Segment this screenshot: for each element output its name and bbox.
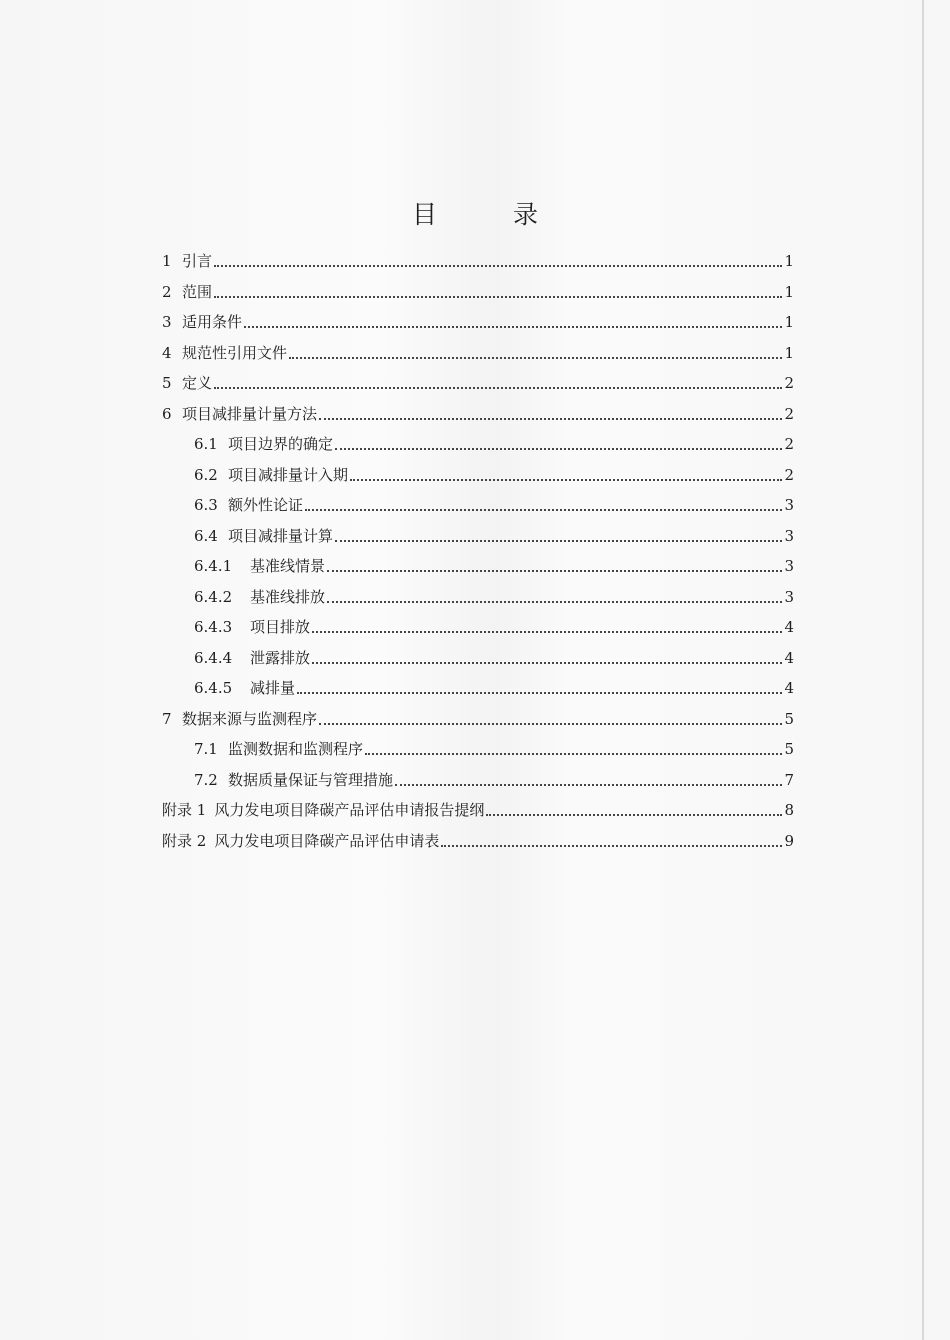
toc-entry-number: 6.4.5 (194, 679, 233, 697)
toc-entry[interactable] (162, 403, 794, 425)
toc-entry-number: 6.3 (194, 496, 218, 514)
toc-entry-page: 2 (784, 404, 794, 423)
toc-entry-page: 4 (784, 618, 794, 636)
toc-entry-page: 3 (784, 557, 794, 575)
toc-leader-dots (214, 296, 782, 298)
toc-entry-page: 4 (784, 648, 794, 667)
toc-entry[interactable] (194, 525, 794, 547)
toc-entry[interactable] (194, 586, 794, 608)
toc-entry-number: 2 (162, 282, 172, 301)
toc-entry-label: 项目排放 (250, 618, 311, 636)
toc-entry-number: 6.4.1 (194, 557, 233, 575)
toc-entry-number: 7.2 (194, 770, 218, 789)
toc-entry-label: 定义 (182, 374, 213, 392)
toc-entry-label: 监测数据和监测程序 (228, 740, 364, 758)
toc-entry-label: 数据来源与监测程序 (182, 709, 318, 728)
toc-entry-label: 项目减排量计算 (228, 526, 334, 545)
toc-entry-number: 6.4 (194, 526, 218, 545)
toc-leader-dots (486, 814, 782, 816)
toc-entry[interactable] (194, 677, 794, 699)
toc-entry[interactable] (162, 708, 794, 730)
toc-entry-page: 1 (784, 313, 794, 331)
toc-entry-page: 9 (784, 831, 794, 850)
toc-entry-label: 数据质量保证与管理措施 (228, 770, 394, 789)
toc-entry-page: 3 (784, 496, 794, 514)
toc-entry-number: 7.1 (194, 740, 218, 758)
toc-leader-dots (214, 387, 782, 389)
toc-entry[interactable] (194, 464, 794, 486)
toc-entry-page: 1 (784, 252, 794, 270)
toc-entry[interactable] (162, 342, 794, 364)
toc-entry[interactable] (194, 555, 794, 577)
toc-entry-page: 3 (784, 587, 794, 606)
toc-leader-dots (312, 662, 782, 664)
toc-leader-dots (350, 479, 782, 481)
toc-entry[interactable] (194, 494, 794, 516)
toc-entry[interactable] (162, 311, 794, 333)
toc-entry-label: 风力发电项目降碳产品评估申请报告提纲 (214, 801, 485, 819)
toc-entry-page: 2 (784, 435, 794, 453)
toc-leader-dots (327, 570, 782, 572)
toc-entry-number: 1 (162, 252, 172, 270)
toc-entry-number: 3 (162, 313, 172, 331)
toc-entry-page: 4 (784, 679, 794, 697)
toc-entry[interactable] (194, 616, 794, 638)
toc-leader-dots (327, 601, 782, 603)
toc-entry-label: 项目减排量计入期 (228, 465, 349, 484)
toc-entry-number: 6.4.3 (194, 618, 233, 636)
toc-entry[interactable] (194, 647, 794, 669)
toc-entry-label: 规范性引用文件 (182, 343, 288, 362)
toc-leader-dots (319, 723, 782, 725)
toc-entry-number: 5 (162, 374, 172, 392)
toc-entry-number: 附录 1 (162, 801, 207, 819)
toc-entry-page: 2 (784, 465, 794, 484)
toc-entry-number: 6.2 (194, 465, 218, 484)
toc-entry-number: 7 (162, 709, 172, 728)
toc-entry-label: 额外性论证 (228, 496, 304, 514)
toc-entry-label: 引言 (182, 252, 213, 270)
toc-leader-dots (319, 418, 782, 420)
toc-entry-number: 6 (162, 404, 172, 423)
toc-entry-label: 基准线情景 (250, 557, 326, 575)
toc-entry-number: 6.4.2 (194, 587, 233, 606)
toc-entry-label: 适用条件 (182, 313, 243, 331)
toc-entry-label: 风力发电项目降碳产品评估申请表 (214, 831, 440, 850)
toc-entry[interactable] (194, 433, 794, 455)
toc-entry[interactable] (162, 799, 794, 821)
toc-leader-dots (335, 540, 782, 542)
toc-entry-label: 范围 (182, 282, 213, 301)
toc-leader-dots (244, 326, 782, 328)
toc-entry-page: 5 (784, 709, 794, 728)
toc-entry-page: 3 (784, 526, 794, 545)
toc-entry-page: 2 (784, 374, 794, 392)
toc-entry-number: 6.4.4 (194, 648, 233, 667)
toc-entry-label: 减排量 (250, 679, 296, 697)
toc-entry[interactable] (162, 830, 794, 852)
toc-leader-dots (297, 692, 782, 694)
toc-entry-label: 泄露排放 (250, 648, 311, 667)
toc-entry[interactable] (162, 281, 794, 303)
toc-entry[interactable] (194, 738, 794, 760)
toc-entry-page: 8 (784, 801, 794, 819)
toc-entry-number: 6.1 (194, 435, 218, 453)
toc-leader-dots (312, 631, 782, 633)
toc-entry-label: 项目边界的确定 (228, 435, 334, 453)
toc-entry-number: 4 (162, 343, 172, 362)
toc-entry-page: 5 (784, 740, 794, 758)
toc-leader-dots (305, 509, 782, 511)
toc-entry[interactable] (162, 250, 794, 272)
toc-entry[interactable] (194, 769, 794, 791)
toc-leader-dots (289, 357, 782, 359)
toc-entry-page: 7 (784, 770, 794, 789)
toc-leader-dots (395, 784, 782, 786)
page-title: 目 录 (412, 200, 572, 229)
toc-entry[interactable] (162, 372, 794, 394)
toc-leader-dots (335, 448, 782, 450)
toc-leader-dots (441, 845, 782, 847)
toc-leader-dots (365, 753, 782, 755)
toc-entry-page: 1 (784, 282, 794, 301)
toc-leader-dots (214, 265, 782, 267)
toc-entry-number: 附录 2 (162, 831, 207, 850)
toc-entry-label: 项目减排量计量方法 (182, 404, 318, 423)
toc-entry-page: 1 (784, 343, 794, 362)
toc-entry-label: 基准线排放 (250, 587, 326, 606)
